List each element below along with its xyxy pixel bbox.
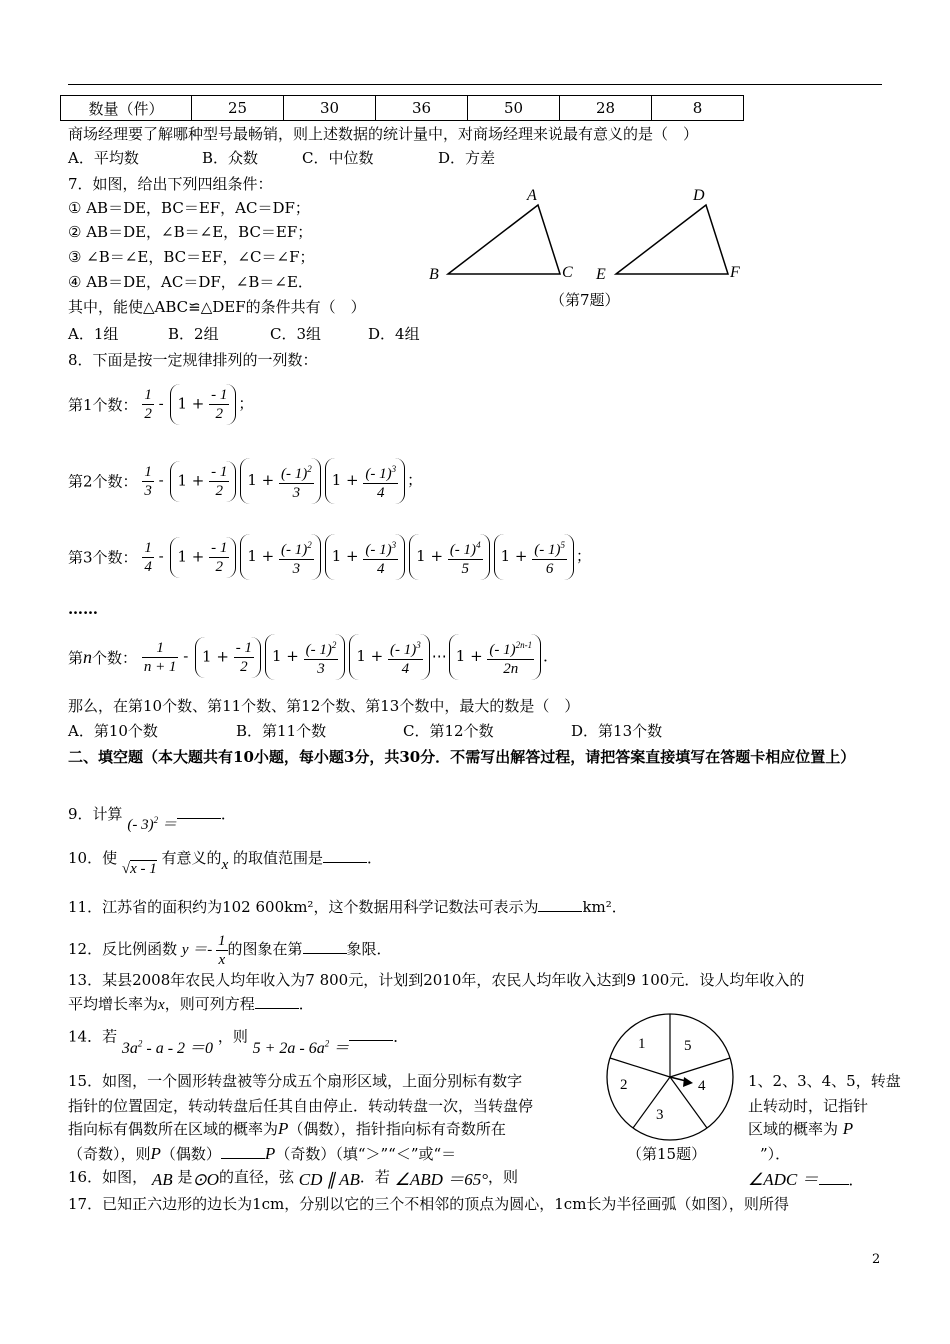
label-a: A [527, 187, 537, 204]
table-cell: 30 [284, 96, 376, 121]
row-label: 第2个数： [68, 472, 138, 491]
sequence-line-n: 第n个数： $\frac{1}{n + 1}$ - 1 + $\frac{- 1}{2}$ 1 + $\frac{(- 1)^2}{3}$ 1 + $\frac{(- 1)^3}{4}$ ⋯ 1 + $\frac{(- 1)^{2n-1}}{2n}$ ． [68, 634, 558, 680]
answer-blank [255, 994, 299, 1009]
table-cell: 8 [652, 96, 744, 121]
q7-option-d: D．4组 [368, 325, 420, 343]
math-factor: 1 + $\frac{(- 1)^2}{3}$ [240, 534, 320, 580]
answer-blank [221, 1144, 265, 1159]
sequence-line-1: 第1个数： $\frac{1}{2}$ - 1 + $\frac{- 1}{2}$ ； [68, 384, 253, 425]
math-factor: 1 + $\frac{(- 1)^2}{3}$ [265, 634, 345, 680]
q15-line-2: 指针的位置固定，转动转盘后任其自由停止．转动转盘一次，当转盘停 [68, 1097, 534, 1115]
answer-blank [538, 897, 582, 912]
math-fraction: $\frac{1}{2}$ [144, 387, 152, 422]
row-label: 第3个数： [68, 548, 138, 567]
math-fraction: $\frac{1}{4}$ [144, 539, 152, 575]
q7-condition: ③ ∠B＝∠E，BC＝EF，∠C＝∠F； [68, 248, 315, 266]
q12-line: 12．反比例函数 y ＝- $\frac{1}{x}$ 的图象在第 象限． [68, 933, 392, 968]
q7-condition: ① AB＝DE，BC＝EF，AC＝DF； [68, 199, 310, 217]
q10-line: 10．使 √x - 1 有意义的x 的取值范围是 ． [68, 849, 383, 877]
section-heading: 二、填空题（本大题共有10小题，每小题3分，共30分．不需写出解答过程，请把答案直接填写在答题卡相应位置上） [68, 748, 856, 766]
quantity-table [60, 95, 744, 121]
table-cell: 28 [560, 96, 652, 121]
math-factor: 1 + $\frac{(- 1)^5}{6}$ [494, 534, 574, 580]
triangle-def [616, 205, 728, 274]
label-c: C [562, 264, 573, 281]
q8-option-b: B．第11个数 [236, 722, 327, 740]
answer-blank [323, 848, 367, 863]
math-fraction: $\frac{1}{3}$ [144, 463, 152, 499]
table-cell: 36 [376, 96, 468, 121]
q11-line: 11．江苏省的面积约为102 600km²，这个数据用科学记数法可表示为 km²． [68, 898, 627, 916]
q13-line-1: 13．某县2008年农民人均年收入为7 800元，计划到2010年，农民人均年收入达到9 100元．设人均年收入的 [68, 971, 805, 989]
label-e: E [596, 266, 606, 283]
sector-label: 4 [698, 1078, 706, 1094]
label-f: F [730, 264, 740, 281]
q8-option-d: D．第13个数 [571, 722, 663, 740]
answer-blank [177, 804, 221, 819]
math-fraction: $\frac{1}{n + 1}$ [143, 639, 177, 675]
sequence-line-2: 第2个数： $\frac{1}{3}$ - 1 + $\frac{- 1}{2}$ 1 + $\frac{(- 1)^2}{3}$ 1 + $\frac{(- 1)^3}{4}$ ； [68, 458, 422, 504]
sector-label: 3 [656, 1107, 664, 1123]
q13-line-2: 平均增长率为x，则可列方程 ． [68, 995, 314, 1013]
q6-option-b: B．众数 [202, 149, 259, 167]
q7-question: 其中，能使△ABC≌△DEF的条件共有（ ） [68, 298, 366, 316]
pointer-arrow-icon [683, 1077, 693, 1087]
q16-answer: ∠ADC ＝ ． [748, 1170, 864, 1189]
q17-line: 17．已知正六边形的边长为1cm，分别以它的三个不相邻的顶点为圆心，1cm长为半径画弧（如图），则所得 [68, 1195, 789, 1213]
table-header-cell: 数量（件） [61, 96, 192, 121]
math-factor: 1 + $\frac{(- 1)^3}{4}$ [325, 458, 405, 504]
q6-option-d: D．方差 [438, 149, 496, 167]
sector-label: 5 [684, 1038, 692, 1054]
q16-line: 16．如图， AB 是⊙O的直径，弦 CD ∥ AB．若 ∠ABD ＝65°，则 [68, 1168, 519, 1189]
math-expression: (- 3)$^2$ ＝ [127, 815, 177, 833]
answer-blank [303, 939, 347, 954]
label-b: B [429, 266, 439, 283]
q15-line-3: 指向标有偶数所在区域的概率为P（偶数），指针指向标有奇数所在 [68, 1119, 506, 1138]
q7-condition: ② AB＝DE，∠B＝∠E，BC＝EF； [68, 223, 313, 241]
q6-option-a: A．平均数 [68, 149, 139, 167]
math-factor: 1 + $\frac{(- 1)^3}{4}$ [349, 634, 429, 680]
math-factor: 1 + $\frac{(- 1)^3}{4}$ [325, 534, 405, 580]
label-d: D [693, 187, 705, 204]
q15-line-4: （奇数），则P（偶数） P（奇数）（填“＞”“＜”或“＝ [68, 1144, 457, 1163]
q6-stem: 商场经理要了解哪种型号最畅销，则上述数据的统计量中，对商场经理来说最有意义的是（ ） [68, 125, 699, 143]
table-row [61, 96, 744, 121]
q14-line: 14．若 $3a^2 - a - 2 =0$ ，则 $5 + 2a - 6a^2$ ＝． [68, 1027, 409, 1058]
table-cell: 50 [468, 96, 560, 121]
math-factor: 1 + $\frac{- 1}{2}$ [170, 537, 236, 578]
q7-option-c: C．3组 [270, 325, 322, 343]
q7-option-a: A．1组 [68, 325, 119, 343]
math-function: y ＝- $\frac{1}{x}$ [181, 933, 226, 968]
triangle-abc [448, 205, 560, 274]
math-factor: 1 + $\frac{(- 1)^{2n-1}}{2n}$ [449, 634, 541, 680]
table-cell: 25 [192, 96, 284, 121]
sector-label: 2 [620, 1077, 628, 1093]
math-factor: 1 + $\frac{- 1}{2}$ [170, 461, 236, 502]
answer-blank [819, 1170, 849, 1185]
q7-option-b: B．2组 [168, 325, 219, 343]
math-sqrt: √x - 1 [121, 861, 157, 877]
q7-caption: （第7题） [550, 291, 620, 309]
q7-stem: 7．如图，给出下列四组条件： [68, 175, 273, 193]
row-label: 第 [68, 648, 84, 667]
math-expression: $5 + 2a - 6a^2$ ＝ [252, 1039, 350, 1058]
page-number: 2 [872, 1252, 881, 1267]
q15-line-1-right: 1、2、3、4、5，转盘 [748, 1072, 901, 1090]
sequence-line-3: 第3个数： $\frac{1}{4}$ - 1 + $\frac{- 1}{2}$ 1 + $\frac{(- 1)^2}{3}$ 1 + $\frac{(- 1)^3}{4}$ 1 + $\frac{(- 1)^4}{5}$ 1 + $\frac{(- 1)^5}{6}$ ； [68, 534, 591, 580]
q8-option-c: C．第12个数 [403, 722, 494, 740]
q15-line-3-right: 区域的概率为 P [748, 1119, 854, 1138]
math-expression: $3a^2 - a - 2 =0$ [121, 1039, 214, 1058]
q15-line-2-right: 止转动时，记指针 [748, 1097, 869, 1115]
math-factor: 1 + $\frac{(- 1)^2}{3}$ [240, 458, 320, 504]
math-factor: 1 + $\frac{(- 1)^4}{5}$ [409, 534, 489, 580]
top-rule [68, 84, 882, 85]
answer-blank [349, 1026, 393, 1041]
q7-condition: ④ AB＝DE，AC＝DF，∠B＝∠E． [68, 273, 313, 291]
q6-option-c: C．中位数 [302, 149, 374, 167]
q8-question: 那么，在第10个数、第11个数、第12个数、第13个数中，最大的数是（ ） [68, 697, 580, 715]
math-factor: 1 + $\frac{- 1}{2}$ [170, 384, 236, 425]
q8-stem: 8．下面是按一定规律排列的一列数： [68, 351, 318, 369]
row-label: 第1个数： [68, 396, 138, 414]
q8-option-a: A．第10个数 [68, 722, 158, 740]
q15-line-1: 15．如图，一个圆形转盘被等分成五个扇形区域，上面分别标有数字 [68, 1072, 523, 1090]
q9-line: 9．计算 (- 3)$^2$ ＝． [68, 805, 236, 833]
q15-caption: （第15题） [627, 1145, 707, 1163]
sector-label: 1 [638, 1036, 646, 1052]
ellipsis: …… [68, 600, 98, 618]
math-factor: 1 + $\frac{- 1}{2}$ [195, 637, 261, 678]
q15-line-4-right: ”）． [760, 1145, 791, 1163]
spinner-figure [600, 1012, 742, 1144]
